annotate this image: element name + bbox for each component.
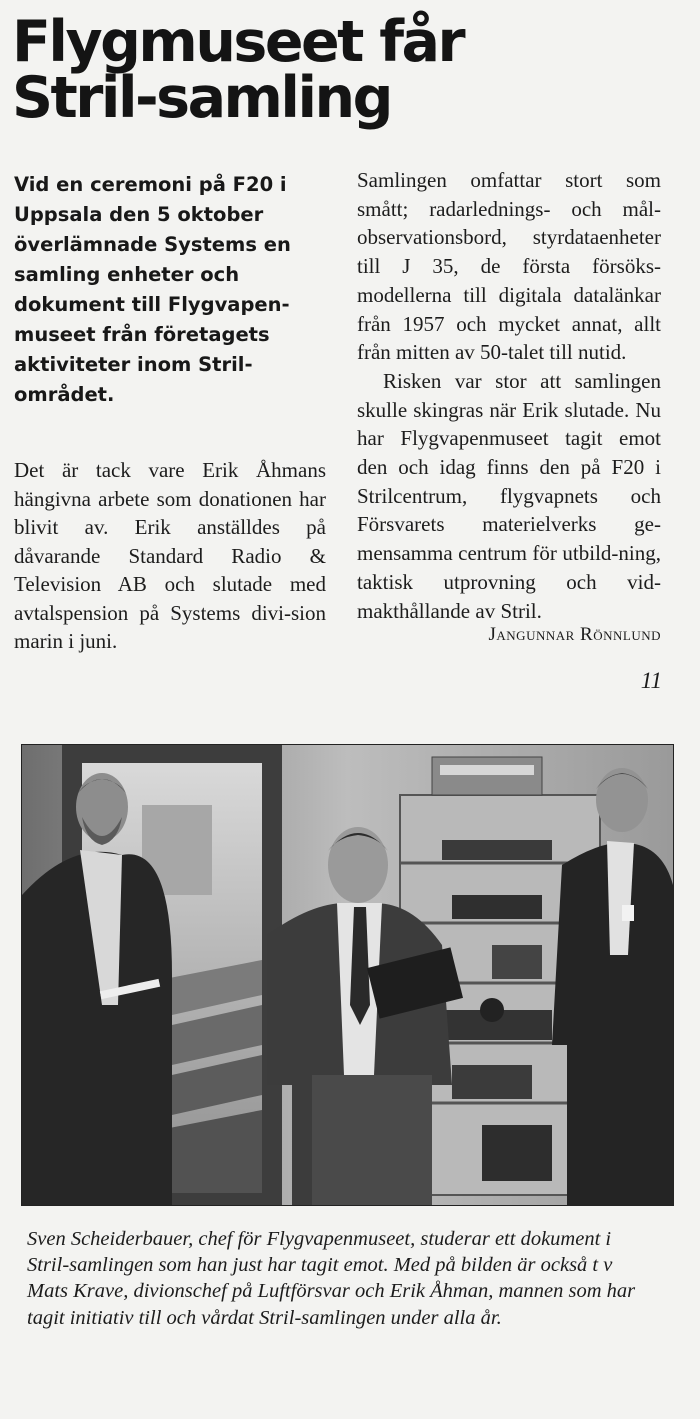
body-column-right	[357, 166, 661, 625]
body-paragraph-2: Risken var stor att samlingen skulle skingras när Erik slutade. Nu har Flygvapenmuseet tagit emot den och idag finns den på F20 i Strilcentrum, flygvapnets och Försvarets materielverks ge-mensamma centrum för utbild-ning, taktisk utprovning och vid-makthållande av Stril.	[357, 368, 661, 623]
headline-line-1: Flygmuseet får	[12, 9, 464, 75]
headline	[12, 9, 572, 131]
page-number: 11	[640, 668, 662, 693]
body-paragraph-1: Samlingen omfattar stort som smått; radarlednings- och mål-observationsbord, styrdataenheter till J 35, de första försöks-modellerna till digitala datalänkar från 1957 och mycket annat, allt från mitten av 50-talet till nutid.	[357, 168, 661, 365]
headline-line-2: Stril-samling	[12, 65, 391, 131]
byline: Jangunnar Rönnlund	[488, 624, 661, 645]
body-text-left: Det är tack vare Erik Åhmans hängivna arbete som donationen har blivit av. Erik anställdes på dåvarande Standard Radio & Television AB och slutade med avtalspension på Systems divi-sion marin i juni.	[14, 458, 326, 653]
ceremony-photo	[21, 744, 674, 1206]
article-lead: Vid en ceremoni på F20 i Uppsala den 5 oktober överlämnade Systems en samling enheter och dokument till Flygvapen-museet från företagets aktiviteter inom Stril-området.	[14, 173, 291, 406]
photo-caption: Sven Scheiderbauer, chef för Flygvapenmuseet, studerar ett dokument i Stril-samlingen som han just har tagit emot. Med på bilden är också t v Mats Krave, divionschef på Luftförsvar och Erik Åhman, mannen som har tagit initiativ till och vårdat Stril-samlingen under alla år.	[27, 1228, 636, 1329]
